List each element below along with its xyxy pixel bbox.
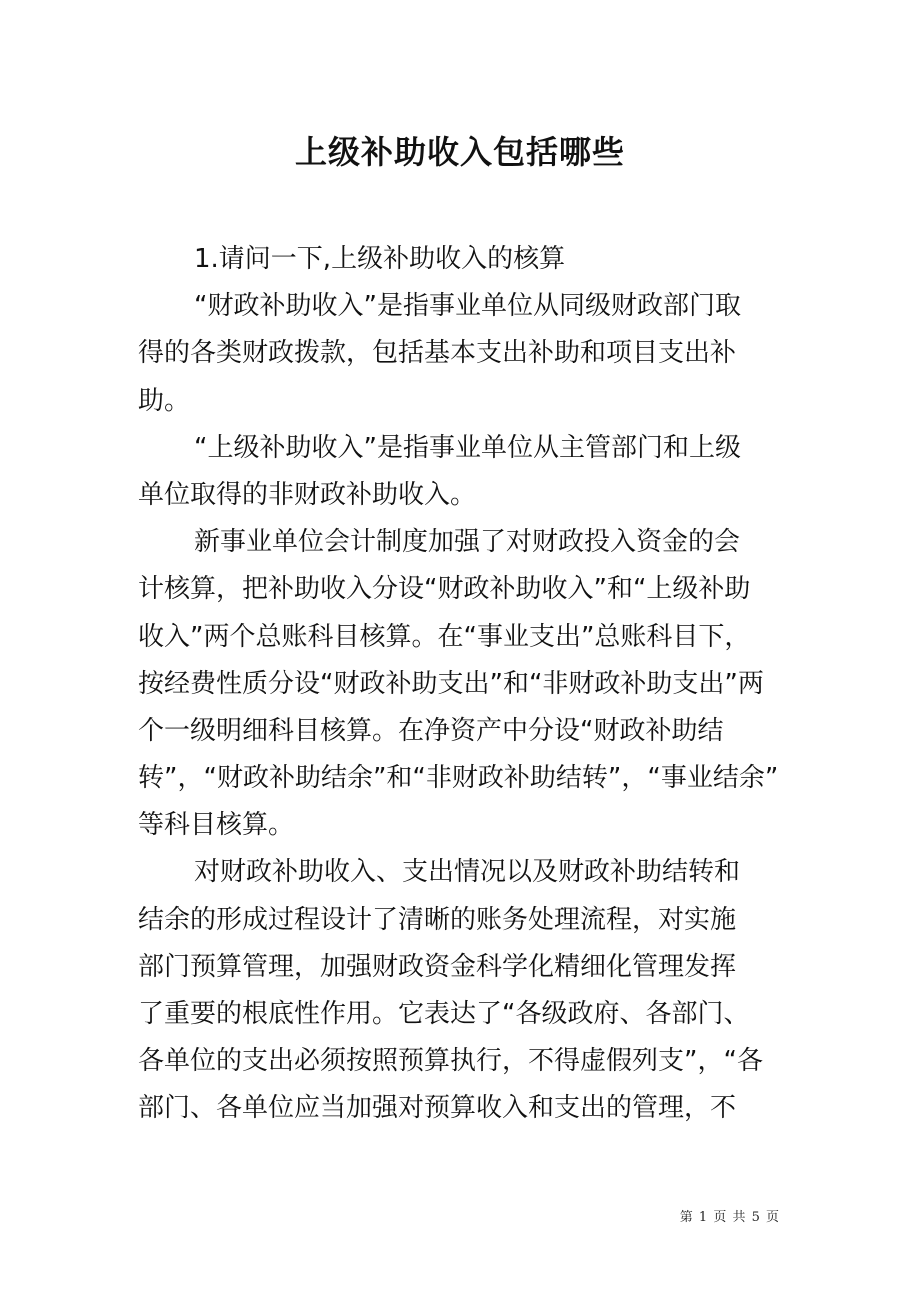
paragraph-line: 收入”两个总账科目核算。在“事业支出”总账科目下， <box>138 621 751 652</box>
paragraph-line: 部门预算管理，加强财政资金科学化精细化管理发挥 <box>138 951 737 982</box>
document-title: 上级补助收入包括哪些 <box>294 133 625 171</box>
paragraph-line: 各单位的支出必须按照预算执行，不得虚假列支”，“各 <box>138 1046 763 1077</box>
paragraph-line: 单位取得的非财政补助收入。 <box>138 479 477 510</box>
paragraph-line: 按经费性质分设“财政补助支出”和“非财政补助支出”两 <box>138 668 764 699</box>
paragraph-line: 计核算，把补助收入分设“财政补助收入”和“上级补助 <box>138 574 751 605</box>
paragraph-line: 新事业单位会计制度加强了对财政投入资金的会 <box>194 527 741 558</box>
paragraph-line: “上级补助收入”是指事业单位从主管部门和上级 <box>194 432 741 463</box>
paragraph-line: 了重要的根底性作用。它表达了“各级政府、各部门、 <box>138 999 750 1029</box>
paragraph-line: 助。 <box>138 385 191 416</box>
section-heading: 1.请问一下,上级补助收入的核算 <box>194 244 566 274</box>
document-body <box>138 236 784 1133</box>
paragraph-line: 个一级明细科目核算。在净资产中分设“财政补助结 <box>138 715 724 746</box>
page-footer: 第 1 页 共 5 页 <box>679 1210 780 1225</box>
paragraph-line: 对财政补助收入、支出情况以及财政补助结转和 <box>194 857 741 888</box>
paragraph-line: 结余的形成过程设计了清晰的账务处理流程，对实施 <box>138 904 737 935</box>
paragraph-line: “财政补助收入”是指事业单位从同级财政部门取 <box>194 291 741 322</box>
paragraph-line: 得的各类财政拨款，包括基本支出补助和项目支出补 <box>138 338 737 369</box>
paragraph-line: 等科目核算。 <box>138 810 295 841</box>
paragraph-line: 转”，“财政补助结余”和“非财政补助结转”，“事业结余” <box>138 763 779 794</box>
paragraph-line: 部门、各单位应当加强对预算收入和支出的管理，不 <box>138 1093 737 1124</box>
